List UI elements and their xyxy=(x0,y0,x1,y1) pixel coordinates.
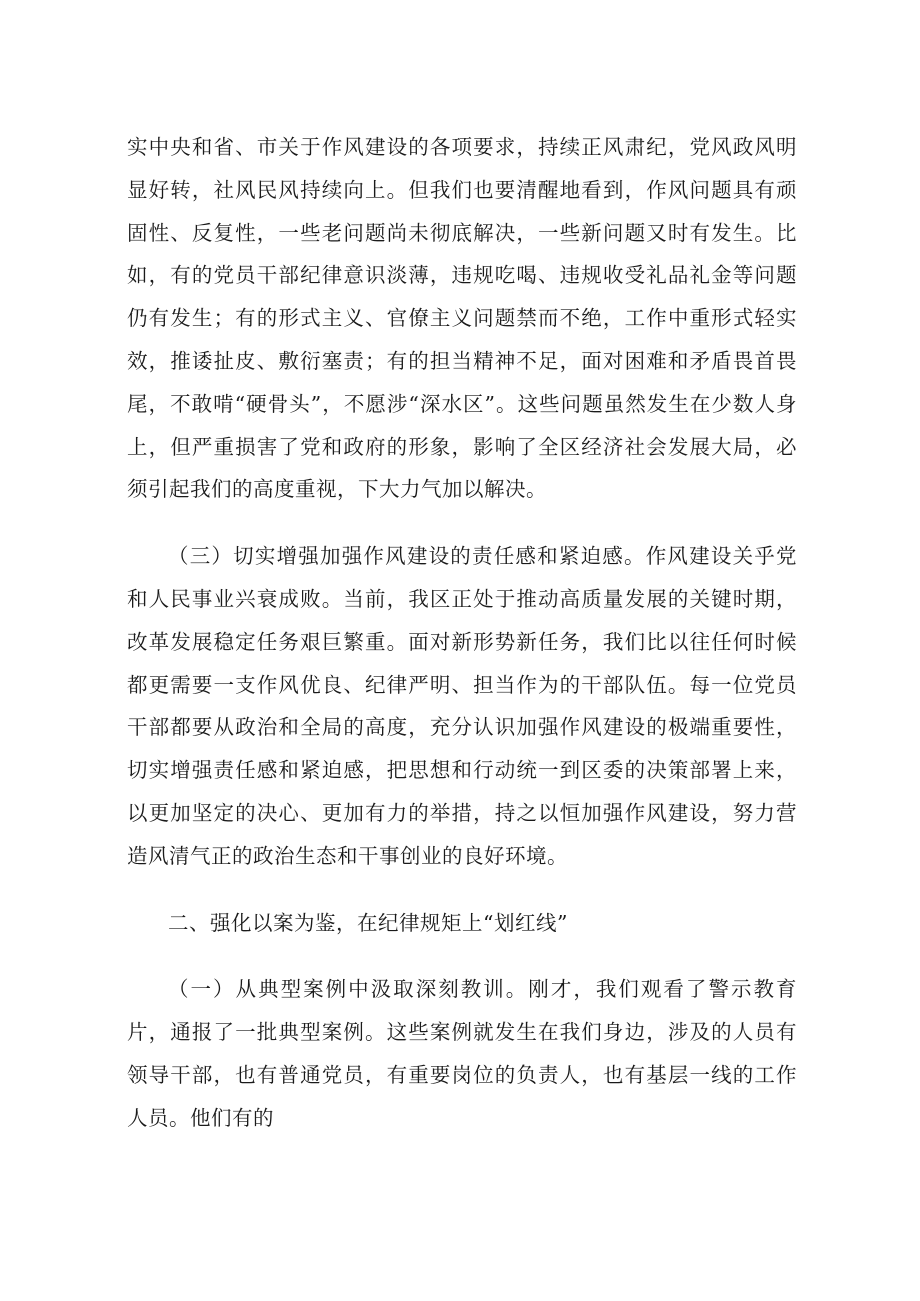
section-heading-two: 二、强化以案为鉴，在纪律规矩上“划红线” xyxy=(168,910,568,935)
document-body xyxy=(127,126,797,1164)
paragraph-section-three: （三）切实增强加强作风建设的责任感和紧迫感。作风建设关乎党和人民事业兴衰成败。当前，我区正处于推动高质量发展的关键时期，改革发展稳定任务艰巨繁重。面对新形势新任务，我们比以往任何时候都更需要一支作风优良、纪律严明、担当作为的干部队伍。每一位党员干部都要从政治和全局的高度，充分认识加强作风建设的极端重要性，切实增强责任感和紧迫感，把思想和行动统一到区委的决策部署上来，以更加坚定的决心、更加有力的举措，持之以恒加强作风建设，努力营造风清气正的政治生态和干事创业的良好环境。 xyxy=(127,544,797,868)
paragraph-continuation: 实中央和省、市关于作风建设的各项要求，持续正风肃纪，党风政风明显好转，社风民风持续向上。但我们也要清醒地看到，作风问题具有顽固性、反复性，一些老问题尚未彻底解决，一些新问题又时有发生。比如，有的党员干部纪律意识淡薄，违规吃喝、违规收受礼品礼金等问题仍有发生；有的形式主义、官僚主义问题禁而不绝，工作中重形式轻实效，推诿扯皮、敷衍塞责；有的担当精神不足，面对困难和矛盾畏首畏尾，不敢啃“硬骨头”，不愿涉“深水区”。这些问题虽然发生在少数人身上，但严重损害了党和政府的形象，影响了全区经济社会发展大局，必须引起我们的高度重视，下大力气加以解决。 xyxy=(127,135,797,502)
paragraph-subsection-one: （一）从典型案例中汲取深刻教训。刚才，我们观看了警示教育片，通报了一批典型案例。这些案例就发生在我们身边，涉及的人员有领导干部，也有普通党员，有重要岗位的负责人，也有基层一线的工作人员。他们有的 xyxy=(127,977,797,1130)
